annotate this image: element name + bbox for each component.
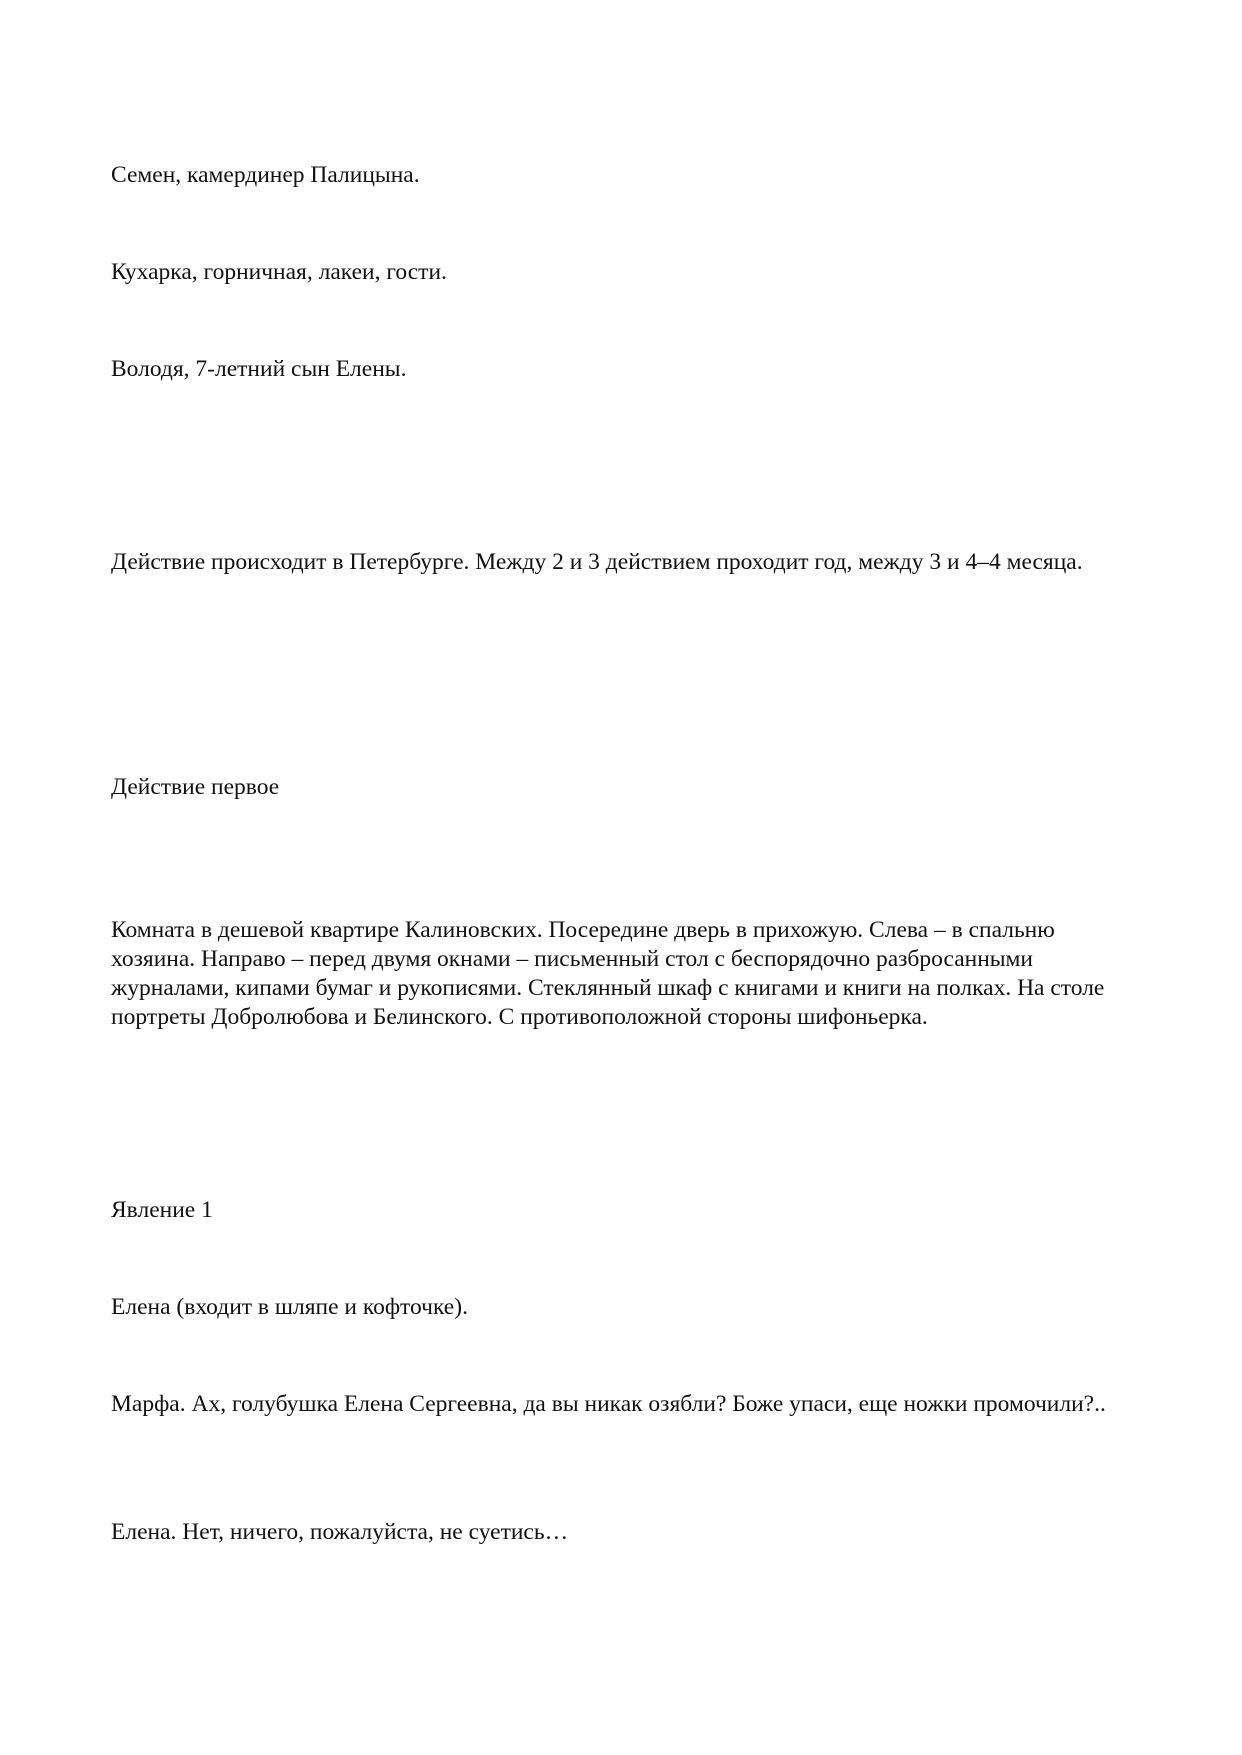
stage-directions: Комната в дешевой квартире Калиновских. Посередине дверь в прихожую. Слева – в спальню хозяина. Направо – перед двумя окнами – письменный стол с беспорядочно разбросанными журналами, кипами бумаг и рукописями. Стеклянный шкаф с книгами и книги на полках. На столе портреты Добролюбова и Белинского. С противоположной стороны шифоньерка. <box>111 917 1105 1030</box>
cast-line-semen: Семен, камердинер Палицына. <box>111 162 420 188</box>
scene-title: Явление 1 <box>111 1197 213 1223</box>
cast-line-servants: Кухарка, горничная, лакеи, гости. <box>111 259 447 285</box>
dialogue-marfa: Марфа. Ах, голубушка Елена Сергеевна, да вы никак озябли? Боже упаси, еще ножки промочили?.. <box>111 1391 1106 1417</box>
cast-line-volodya: Володя, 7-летний сын Елены. <box>111 356 407 382</box>
act-title: Действие первое <box>111 774 280 800</box>
stage-note-elena: Елена (входит в шляпе и кофточке). <box>111 1294 468 1320</box>
dialogue-elena: Елена. Нет, ничего, пожалуйста, не суетись… <box>111 1519 569 1545</box>
setting-note: Действие происходит в Петербурге. Между 2 и 3 действием проходит год, между 3 и 4–4 месяца. <box>111 549 1083 575</box>
